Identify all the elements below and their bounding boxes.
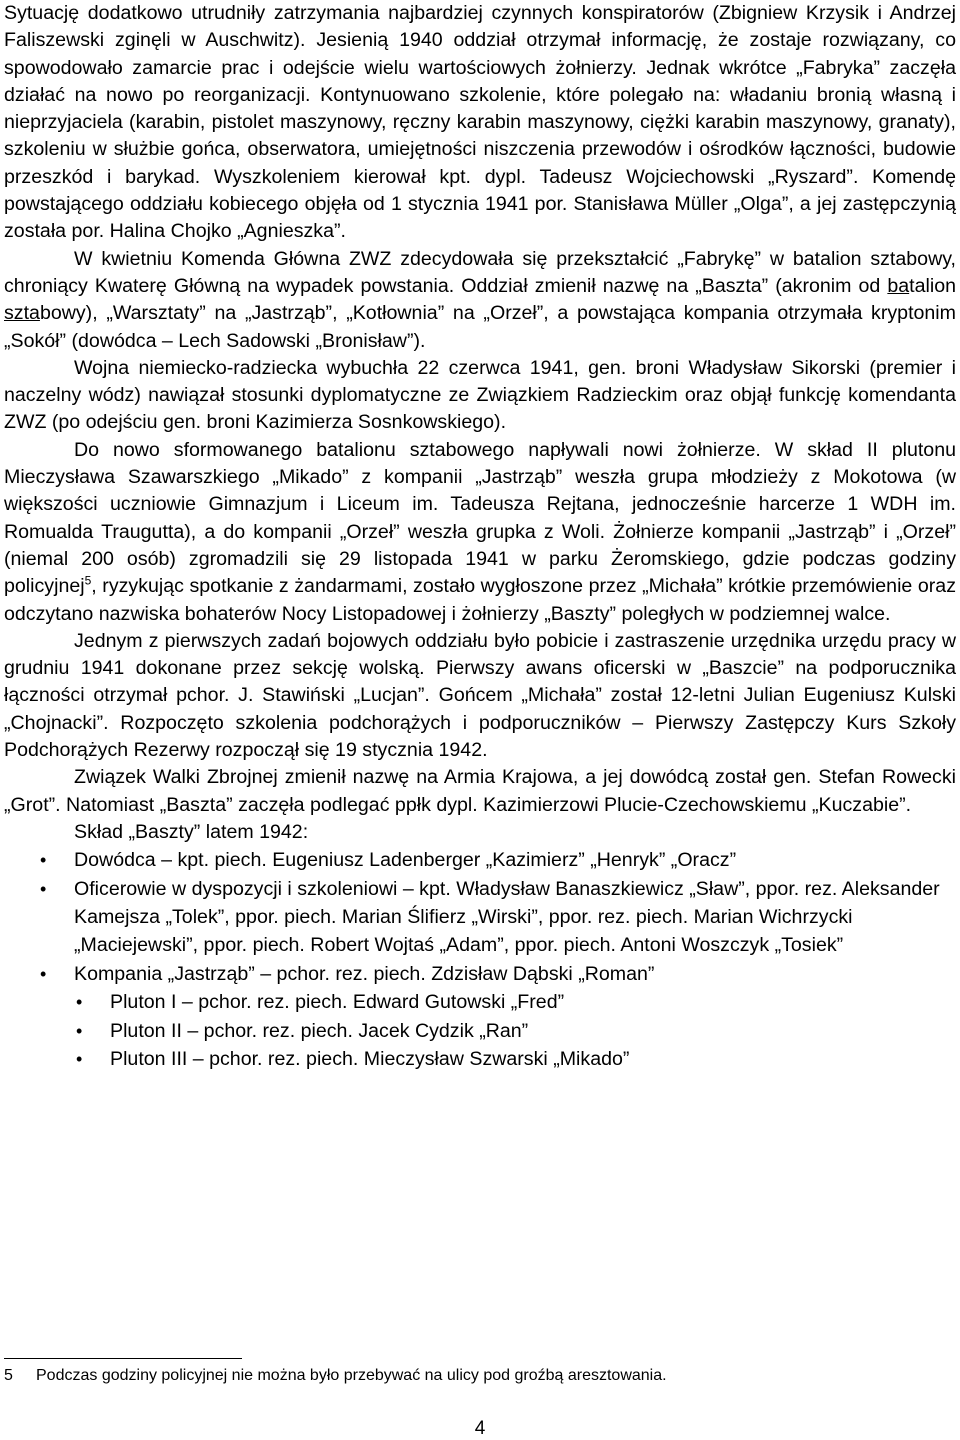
paragraph-2-text-b: talion <box>909 274 956 297</box>
acronym-ba: ba <box>887 274 910 297</box>
list-item <box>4 875 956 960</box>
bullet-icon: • <box>40 878 47 899</box>
footnote <box>4 1366 667 1386</box>
footnote-text: Podczas godziny policyjnej nie można było przebywać na ulicy pod groźbą aresztowania. <box>36 1367 667 1384</box>
paragraph-4-text-a: Do nowo sformowanego batalionu sztabowego napływali nowi żołnierze. W skład II plutonu Mieczysława Szawarszkiego „Mikado” z kompanii „Jastrząb” weszła grupa młodzieży z Mokotowa (w większości uczniowie Gimnazjum i Liceum im. Tadeusza Rejtana, jednocześnie harcerze 1 WDH im. Romualda Traugutta), a do kompanii „Orzeł” weszła grupka z Woli. Żołnierze kompanii „Jastrząb” i „Orzeł” (niemal 200 osób) zgromadzili się 29 listopada 1941 w parku Żeromskiego, gdzie podczas godziny policyjnej <box>4 438 956 598</box>
paragraph-5: Jednym z pierwszych zadań bojowych oddziału było pobicie i zastraszenie urzędnika urzędu pracy w grudniu 1941 dokonane przez sekcję wolską. Pierwszy awans oficerski w „Baszcie” na podporucznika łączności otrzymał pchor. J. Stawiński „Lucjan”. Gońcem „Michała” został 12-letni Julian Eugeniusz Kulski „Chojnacki”. Rozpoczęto szkolenia podchorążych i podporuczników – Pierwszy Zastępczy Kurs Szkoły Podchorążych Rezerwy rozpoczął się 19 stycznia 1942. <box>4 629 956 762</box>
paragraph-2 <box>4 246 956 355</box>
list-item-text: Dowódca – kpt. piech. Eugeniusz Ladenberger „Kazimierz” „Henryk” „Oracz” <box>74 849 737 872</box>
list-item <box>4 846 956 874</box>
sublist-item <box>4 1045 956 1073</box>
sublist-item-text: Pluton I – pchor. rez. piech. Edward Gutowski „Fred” <box>110 991 565 1014</box>
platoon-sublist <box>4 988 956 1073</box>
composition-list <box>4 846 956 988</box>
sublist-item-text: Pluton II – pchor. rez. piech. Jacek Cydzik „Ran” <box>110 1019 529 1042</box>
document-page <box>4 0 956 1073</box>
acronym-szta: szta <box>4 302 40 325</box>
paragraph-4-text-b: , ryzykując spotkanie z żandarmami, zostało wygłoszone przez „Michała” krótkie przemówienie oraz odczytano nazwiska bohaterów Nocy Listopadowej i żołnierzy „Baszty” poległych w podziemnej walce. <box>4 575 956 625</box>
bullet-icon: • <box>40 963 47 984</box>
bullet-icon: • <box>40 850 47 871</box>
paragraph-2-text-a: W kwietniu Komenda Główna ZWZ zdecydowała się przekształcić „Fabrykę” w batalion sztabowy, chroniący Kwaterę Główną na wypadek powstania. Oddział zmienił nazwę na „Baszta” (akronim od <box>4 247 956 297</box>
footnote-number: 5 <box>4 1367 13 1384</box>
paragraph-3: Wojna niemiecko-radziecka wybuchła 22 czerwca 1941, gen. broni Władysław Sikorski (premier i naczelny wódz) nawiązał stosunki dyplomatyczne ze Związkiem Radzieckim oraz objął funkcję komendanta ZWZ (po odejściu gen. broni Kazimierza Sosnkowskiego). <box>4 356 956 434</box>
bullet-icon: • <box>76 1049 83 1070</box>
list-intro: Skład „Baszty” latem 1942: <box>74 820 309 843</box>
list-item <box>4 960 956 988</box>
sublist-item-text: Pluton III – pchor. rez. piech. Mieczysław Szwarski „Mikado” <box>110 1048 630 1071</box>
paragraph-6: Związek Walki Zbrojnej zmienił nazwę na Armia Krajowa, a jej dowódcą został gen. Stefan Rowecki „Grot”. Natomiast „Baszta” zaczęła podlegać ppłk dypl. Kazimierzowi Plucie-Czechowskiemu „Kuczabie”. <box>4 766 956 816</box>
bullet-icon: • <box>76 1020 83 1041</box>
footnote-separator <box>4 1358 242 1359</box>
paragraph-1: Sytuację dodatkowo utrudniły zatrzymania najbardziej czynnych konspiratorów (Zbigniew Krzysik i Andrzej Faliszewski zginęli w Auschwitz). Jesienią 1940 oddział otrzymał informację, że zostaje rozwiązany, co spowodowało zamarcie prac i odejście wielu wartościowych żołnierzy. Jednak wkrótce „Fabryka” zaczęła działać na nowo po reorganizacji. Kontynuowano szkolenie, które polegało na: władaniu bronią własną i nieprzyjaciela (karabin, pistolet maszynowy, ręczny karabin maszynowy, ciężki karabin maszynowy, granaty), szkoleniu w służbie gońca, obserwatora, umiejętności niszczenia przewodów i ośrodków łączności, budowie przeszkód i barykad. Wyszkoleniem kierował kpt. dypl. Tadeusz Wojciechowski „Ryszard”. Komendę powstającego oddziału kobiecego objęła od 1 stycznia 1941 por. Stanisława Müller „Olga”, a jej zastępczynią została por. Halina Chojko „Agnieszka”. <box>4 2 956 243</box>
list-item-text: Kompania „Jastrząb” – pchor. rez. piech. Zdzisław Dąbski „Roman” <box>74 962 655 985</box>
page-number: 4 <box>474 1418 486 1439</box>
list-item-text: Oficerowie w dyspozycji i szkoleniowi – kpt. Władysław Banaszkiewicz „Sław”, ppor. rez. Aleksander Kamejsza „Tolek”, ppor. piech. Marian Ślifierz „Wirski”, ppor. rez. piech. Marian Wichrzycki „Maciejewski”, ppor. piech. Robert Wojtaś „Adam”, ppor. piech. Antoni Woszczyk „Tosiek” <box>74 877 940 957</box>
bullet-icon: • <box>76 992 83 1013</box>
paragraph-4 <box>4 437 956 628</box>
footnote-reference[interactable]: 5 <box>84 573 92 588</box>
sublist-item <box>4 1017 956 1045</box>
sublist-item <box>4 988 956 1016</box>
paragraph-2-text-c: bowy), „Warsztaty” na „Jastrząb”, „Kotłownia” na „Orzeł”, a powstająca kompania otrzymała kryptonim „Sokół” (dowódca – Lech Sadowski „Bronisław”). <box>4 302 956 352</box>
